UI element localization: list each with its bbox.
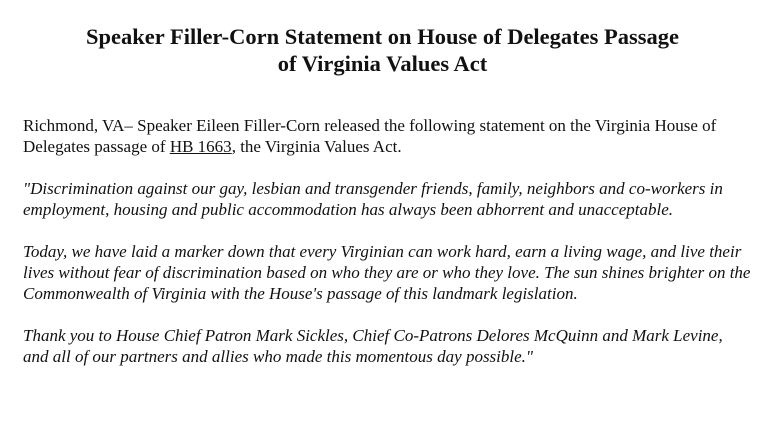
intro-paragraph [23,115,751,157]
intro-text: Richmond, VA– Speaker Eileen Filler-Corn released the following statement on the Virginia House of Delegates passage of [23,116,717,156]
quote-paragraph-1: "Discrimination against our gay, lesbian and transgender friends, family, neighbors and co-workers in employment, housing and public accommodation has always been abhorrent and unacceptable. [23,179,723,219]
statement-body [23,115,751,388]
page-title [20,23,745,77]
quote-paragraph-3: Thank you to House Chief Patron Mark Sickles, Chief Co-Patrons Delores McQuinn and Mark Levine, and all of our partners and allies who made this momentous day possible." [23,326,723,366]
title-line-1: Speaker Filler-Corn Statement on House of Delegates Passage [85,24,680,49]
bill-link[interactable]: HB 1663 [169,137,232,156]
quote-paragraph-2: Today, we have laid a marker down that every Virginian can work hard, earn a living wage, and live their lives without fear of discrimination based on who they are or who they love. The sun shines brighter on the Commonwealth of Virginia with the House's passage of this landmark legislation. [23,242,751,303]
intro-text-end: , the Virginia Values Act. [231,137,402,156]
title-line-2: of Virginia Values Act [277,51,488,76]
